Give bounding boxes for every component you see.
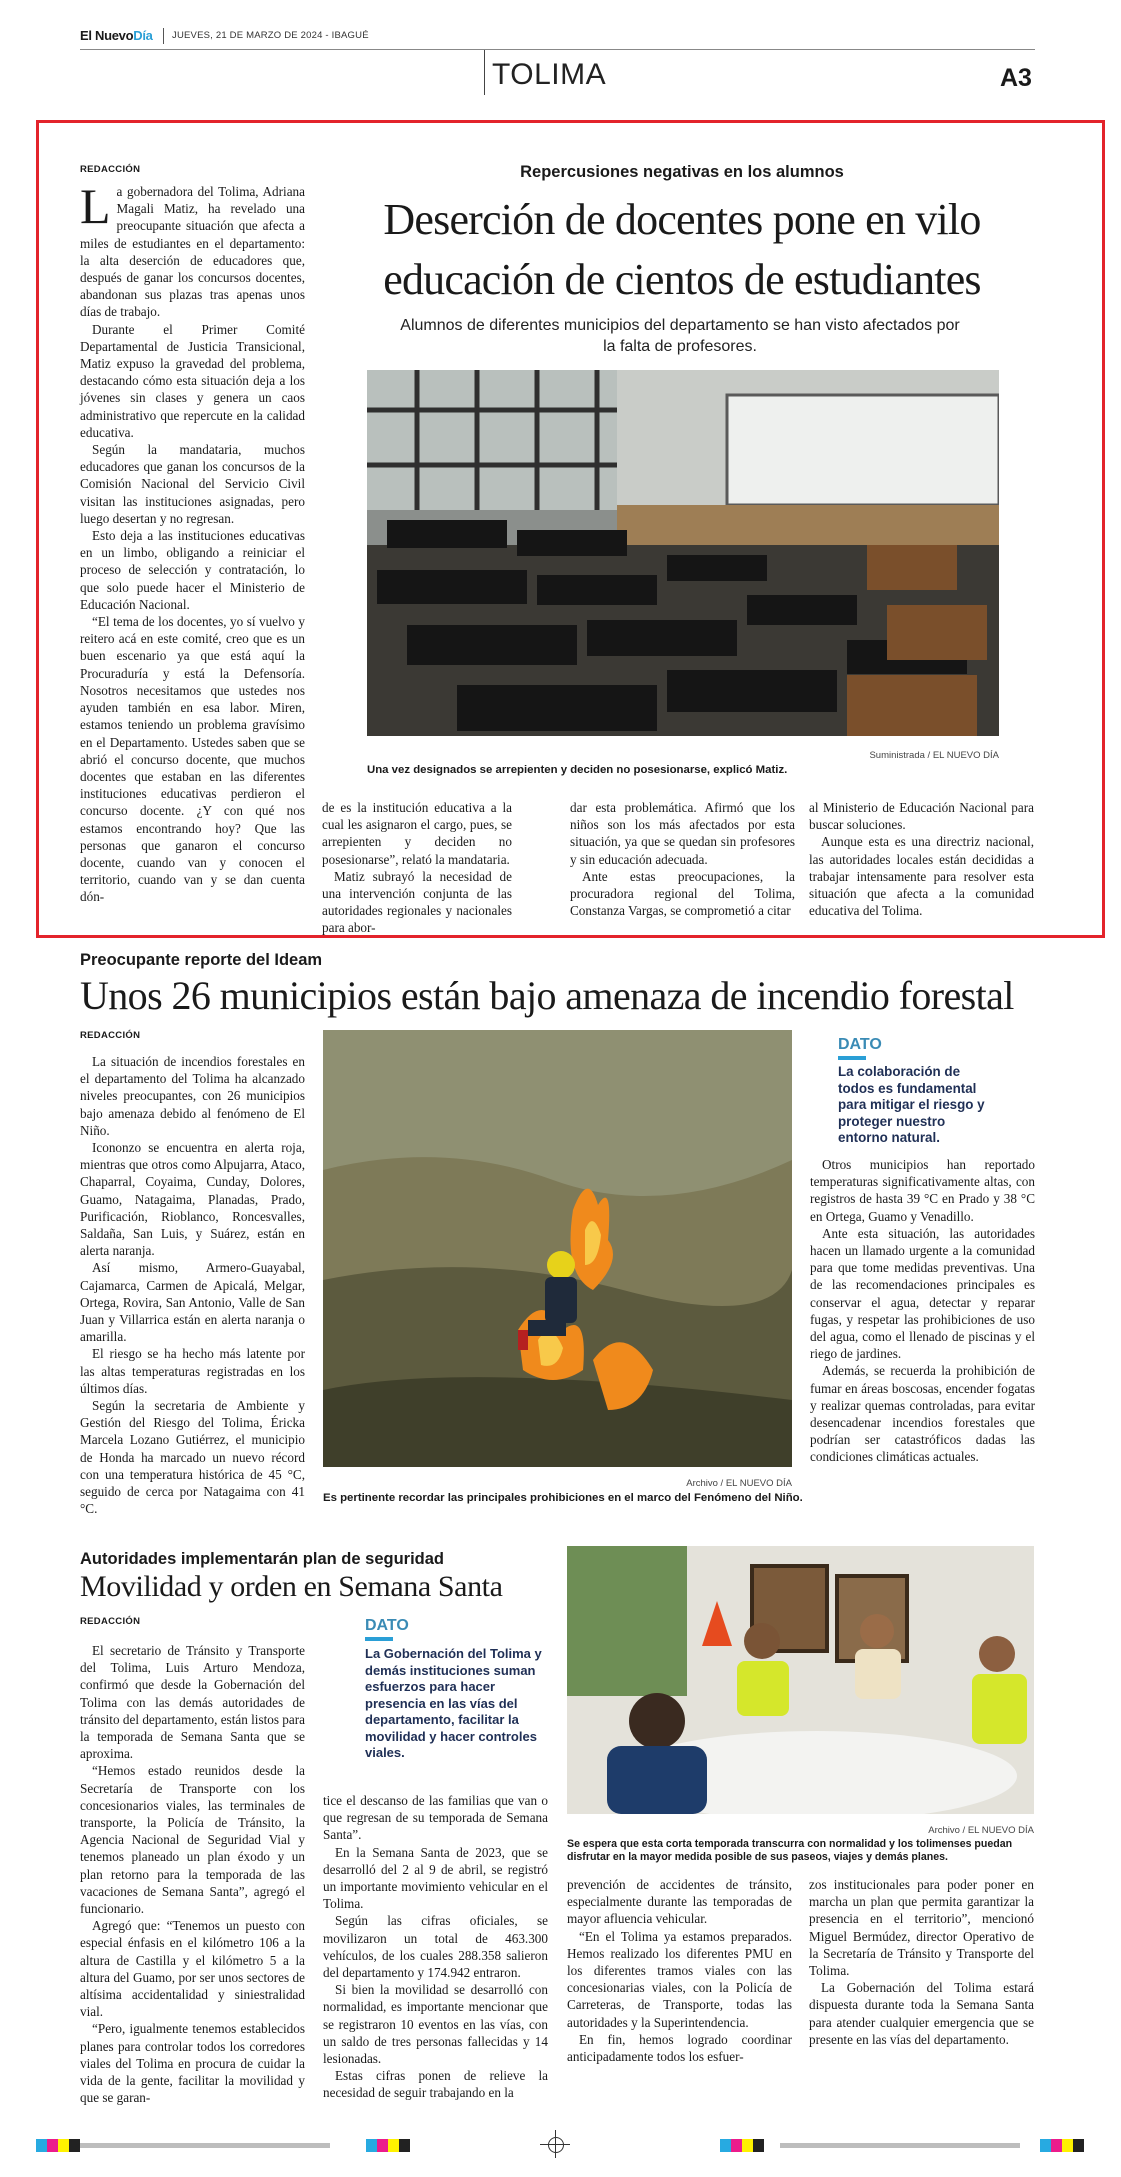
article2-byline: REDACCIÓN bbox=[80, 1030, 141, 1041]
article3-dato-label: DATO bbox=[365, 1617, 409, 1634]
article1-kicker: Repercusiones negativas en los alumnos bbox=[520, 163, 844, 181]
article2-headline: Unos 26 municipios están bajo amenaza de incendio forestal bbox=[80, 973, 1014, 1018]
date-line: JUEVES, 21 DE MARZO DE 2024 - IBAGUÉ bbox=[172, 30, 369, 41]
article1-photo-caption: Una vez designados se arrepienten y deciden no posesionarse, explicó Matiz. bbox=[367, 764, 788, 776]
newspaper-logo: El NuevoDía bbox=[80, 28, 153, 43]
article3-dato-text: La Gobernación del Tolima y demás instituciones suman esfuerzos para hacer presencia en las vías del departamento, facilitar la movilidad y hacer controles viales. bbox=[365, 1646, 542, 1760]
article2-column-3: Otros municipios han reportado temperaturas significativamente altas, con registros de hasta 39 °C en Prado y 38 °C en Ortega, Guamo y Venadillo. Ante esta situación, las autoridades hacen un llamado urgente a la comunidad para que tome medidas preventivas. Una de las recomendaciones principales es conservar el agua, detectar y reparar fugas, y respetar las prohibiciones de uso del agua, como el llenado de piscinas y el riego de jardines. Además, se recuerda la prohibición de fumar en áreas boscosas, encender fogatas y realizar quemas controladas, para evitar desencadenar incendios forestales que podrían ser catastróficos dadas las condiciones climáticas actuales. bbox=[810, 1157, 1035, 1465]
wildfire-illustration bbox=[323, 1030, 792, 1467]
meeting-photo bbox=[567, 1546, 1034, 1814]
article3-photo-credit: Archivo / EL NUEVO DÍA bbox=[928, 1825, 1034, 1836]
article3-headline: Movilidad y orden en Semana Santa bbox=[80, 1570, 503, 1603]
article3-column-3: prevención de accidentes de tránsito, especialmente durante las temporadas de mayor afluencia vehicular. “En el Tolima ya estamos preparados. Hemos realizado los diferentes PMU en los diferentes tramos viales con las concesionarias viales, con la Policía de Carreteras, de Transporte, todas las autoridades y la Superintendencia. En fin, hemos logrado coordinar anticipadamente todos los esfuer- bbox=[567, 1877, 792, 2065]
meeting-illustration bbox=[567, 1546, 1034, 1814]
article1-column-4: al Ministerio de Educación Nacional para buscar soluciones. Aunque esta es una directriz nacional, las autoridades locales están decididas a trabajar intensamente para resolver esta situación que afecta a la comunidad educativa del Tolima. bbox=[809, 800, 1034, 919]
section-divider bbox=[484, 50, 485, 95]
article2-dato-bar bbox=[838, 1056, 866, 1060]
page-number: A3 bbox=[1000, 64, 1032, 92]
article1-photo-credit: Suministrada / EL NUEVO DÍA bbox=[869, 750, 999, 761]
article3-photo-caption: Se espera que esta corta temporada transcurra con normalidad y los tolimenses puedan disfrutar en la mayor medida posible de sus paseos, viajes y demás planes. bbox=[567, 1838, 1013, 1863]
article2-photo-caption: Es pertinente recordar las principales prohibiciones en el marco del Fenómeno del Niño. bbox=[323, 1492, 803, 1504]
article1-deck: Alumnos de diferentes municipios del departamento se han visto afectados por la falta de profesores. bbox=[400, 317, 960, 355]
article3-kicker: Autoridades implementarán plan de seguridad bbox=[80, 1550, 444, 1568]
article1-column-3: dar esta problemática. Afirmó que los niños son los más afectados por esta situación, ya que se quedan sin profesores y sin educación adecuada. Ante estas preocupaciones, la procuradora regional del Tolima, Constanza Vargas, se comprometió a citar bbox=[570, 800, 795, 919]
article2-dato-label: DATO bbox=[838, 1036, 882, 1053]
article2-photo-credit: Archivo / EL NUEVO DÍA bbox=[686, 1478, 792, 1489]
article3-byline: REDACCIÓN bbox=[80, 1616, 141, 1627]
article3-column-2: tice el descanso de las familias que van o que regresan de su temporada de Semana Santa”. En la Semana Santa de 2023, que se desarrolló del 2 al 9 de abril, se registró un importante movimiento vehicular en el Tolima. Según las cifras oficiales, se movilizaron un total de 463.300 vehículos, de los cuales 288.358 salieron del departamento y 174.942 entraron. Si bien la movilidad se desarrolló con normalidad, es importante mencionar que se registraron 10 eventos en las vías, con un saldo de tres personas fallecidas y 14 lesionadas. Estas cifras ponen de relieve la necesidad de seguir trabajando en la bbox=[323, 1793, 548, 2101]
wildfire-photo bbox=[323, 1030, 792, 1467]
article3-column-4: zos institucionales para poder poner en marcha un plan que permita garantizar la presencia en el territorio”, mencionó Miguel Bermúdez, director Operativo de la Secretaría de Tránsito y Transporte del Tolima. La Gobernación del Tolima estará dispuesta durante toda la Semana Santa para atender cualquier emergencia que se presente en las vías del departamento. bbox=[809, 1877, 1034, 2047]
classroom-illustration bbox=[367, 370, 999, 736]
classroom-photo bbox=[367, 370, 999, 736]
masthead-rule bbox=[80, 49, 1035, 50]
article2-column-1: La situación de incendios forestales en el departamento del Tolima ha alcanzado niveles preocupantes, con 26 municipios bajo amenaza debido al fenómeno de El Niño. Icononzo se encuentra en alerta roja, mientras que otros como Alpujarra, Ataco, Chaparral, Coyaima, Cunday, Dolores, Guamo, Natagaima, Planadas, Prado, Purificación, Rioblanco, Roncesvalles, Saldaña, San Luis, y Suárez, están en alerta naranja. Así mismo, Armero-Guayabal, Cajamarca, Carmen de Apicalá, Melgar, Ortega, Rovira, San Antonio, Valle de San Juan y Villarrica están en alerta naranja o amarilla. El riesgo se ha hecho más latente por las altas temperaturas registradas en los últimos días. Según la secretaria de Ambiente y Gestión del Riesgo del Tolima, Éricka Marcela Lozano Gutiérrez, el municipio de Honda ha marcado un nuevo récord con una temperatura histórica de 45 °C, seguido de cerca por Natagaima con 41 °C. bbox=[80, 1054, 305, 1517]
article1-byline: REDACCIÓN bbox=[80, 164, 141, 175]
article2-dato-text: La colaboración de todos es fundamental para mitigar el riesgo y proteger nuestro entorno natural. bbox=[838, 1064, 985, 1145]
article3-column-1: El secretario de Tránsito y Transporte del Tolima, Luis Arturo Mendoza, confirmó que desde la Gobernación del Tolima con las demás autoridades de tránsito del departamento, están listos para la temporada de Semana Santa que se aproxima. “Hemos estado reunidos desde la Secretaría de Transporte con los concesionarios viales, las terminales de transporte, la Policía de Tránsito, la Agencia Nacional de Seguridad Vial y tenemos planeado un plan éxodo y un plan retorno para la temporada de las vacaciones de Semana Santa”, agregó el funcionario. Agregó que: “Tenemos un puesto con especial énfasis en el kilómetro 106 a la altura de Castilla y el kilómetro 5 a la altura del Guamo, por ser unos sectores de altísima accidentalidad y siniestralidad vial. “Pero, igualmente tenemos establecidos planes para controlar todos los corredores viales del Tolima en procura de cuidar la vida de la gente, facilitar la movilidad y que se garan- bbox=[80, 1643, 305, 2106]
article2-kicker: Preocupante reporte del Ideam bbox=[80, 951, 323, 969]
drop-cap: L bbox=[80, 178, 111, 234]
masthead bbox=[80, 28, 1040, 50]
section-title: TOLIMA bbox=[492, 58, 607, 91]
registration-mark bbox=[548, 2137, 564, 2153]
article1-column-2: de es la institución educativa a la cual les asignaron el cargo, pues, se arrepienten y deciden no posesionarse”, relató la mandataria. Matiz subrayó la necesidad de una intervención conjunta de las autoridades regionales y nacionales para abor- bbox=[322, 800, 512, 936]
article3-dato-bar bbox=[365, 1637, 393, 1641]
masthead-divider bbox=[163, 28, 164, 44]
article1-headline: Deserción de docentes pone en vilo educación de cientos de estudiantes bbox=[383, 195, 981, 304]
article1-column-1: La gobernadora del Tolima, Adriana Magali Matiz, ha revelado una preocupante situación que afecta a miles de estudiantes en el departamento: la alta deserción de educadores que, después de ganar los concursos docentes, abandonan sus plazas tras apenas unos días de trabajo. Durante el Primer Comité Departamental de Justicia Transicional, Matiz expuso la gravedad del problema, destacando cómo esta situación deja a los jóvenes sin clases y genera un caos administrativo que repercute en la calidad educativa. Según la mandataria, muchos educadores que ganan los concursos de la Comisión Nacional del Servicio Civil visitan las instituciones asignadas, pero luego desertan y no regresan. Esto deja a las instituciones educativas en un limbo, obligando a reiniciar el proceso de selección y contratación, lo que solo puede hacer el Ministerio de Educación Nacional. “El tema de los docentes, yo sí vuelvo y reitero acá en este comité, creo que es un buen escenario ya que está aquí la Procuraduría y está la Defensoría. Nosotros necesitamos que ustedes nos ayuden también en esa labor. Miren, estamos teniendo un problema gravísimo en el Departamento. Ustedes saben que se abrió el concurso docente, que muchos docentes que estaban en las diferentes instituciones educativas perdieron el concurso docente. ¿Y con qué nos estamos encontrando hoy? Que las personas que ganaron el concurso docente, cuando van y conocen el territorio, cuando van y se dan cuenta dón- bbox=[80, 178, 305, 905]
